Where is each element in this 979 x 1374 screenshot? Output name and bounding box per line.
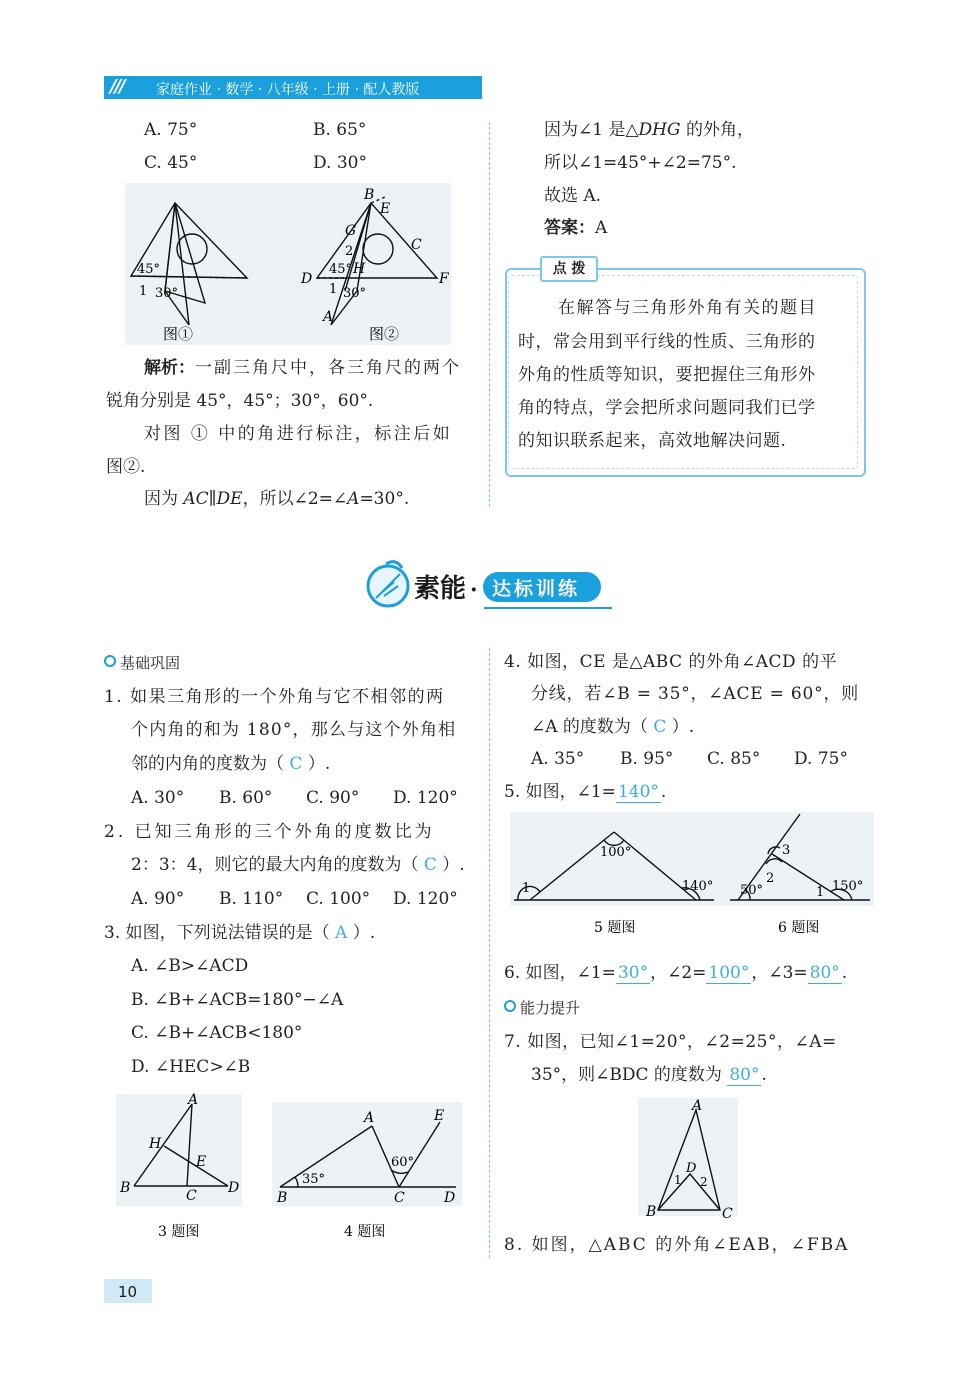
q5-line: 5. 如图，∠1= 140° . <box>504 782 667 802</box>
fig3-C: C <box>186 1188 197 1204</box>
fig7-B: B <box>646 1204 657 1220</box>
analysis-line-1: 解析：一副三角尺中，各三角尺的两个 <box>144 358 461 378</box>
fig5-1: 1 <box>522 881 531 896</box>
figures-5-6 <box>510 812 874 942</box>
q6-answer-3: 80° <box>809 963 840 983</box>
q2-line-2: 2：3：4，则它的最大内角的度数为（ C ）. <box>131 855 465 875</box>
fig2-G: G <box>345 223 357 239</box>
divider-top <box>489 122 490 507</box>
fig5-100: 100° <box>600 845 632 860</box>
q1-line-1: 1. 如果三角形的一个外角与它不相邻的两 <box>104 687 445 707</box>
fig6-50: 50° <box>740 883 764 898</box>
fig2-H: H <box>353 261 366 277</box>
q4-opt-c: C. 85° <box>707 749 761 769</box>
q6-answer-2: 100° <box>708 963 750 983</box>
solution-line-3: 故选 A. <box>544 186 602 206</box>
q3-opt-c: C. ∠B+∠ACB<180° <box>131 1023 303 1043</box>
option-d: D. 30° <box>313 153 367 173</box>
fig2-D: D <box>301 271 313 287</box>
q1-opt-a: A. 30° <box>131 788 185 808</box>
header-title: 家庭作业 · 数学 · 八年级 · 上册 · 配人教版 <box>156 82 420 98</box>
q1-line-3: 邻的内角的度数为（ C ）. <box>131 754 331 774</box>
q2-opt-d: D. 120° <box>393 889 458 909</box>
analysis-line-2: 锐角分别是 45°，45°；30°，60°. <box>106 391 374 411</box>
fig2-30: 30° <box>343 286 367 301</box>
q3-line-1: 3. 如图，下列说法错误的是（ A ）. <box>104 923 376 943</box>
fig4-E: E <box>434 1108 445 1124</box>
fig4-C: C <box>394 1190 405 1206</box>
q2-opt-b: B. 110° <box>219 889 284 909</box>
fig2-A: A <box>323 309 334 325</box>
fig3-D: D <box>228 1180 240 1196</box>
fig6-3: 3 <box>782 843 791 858</box>
fig3-E: E <box>196 1154 207 1170</box>
section-bullet-icon <box>504 1000 516 1012</box>
figure-4 <box>268 1100 468 1246</box>
q5-answer: 140° <box>617 782 659 802</box>
q1-opt-b: B. 60° <box>219 788 273 808</box>
tip-line-3: 外角的性质等知识，要把握住三角形外 <box>518 365 816 385</box>
fig7-A: A <box>692 1098 703 1114</box>
tip-line-5: 的知识联系起来，高效地解决问题. <box>518 431 787 451</box>
fig1-caption: 图① <box>163 325 194 343</box>
fig7-1: 1 <box>674 1173 682 1187</box>
q4-opt-b: B. 95° <box>620 749 674 769</box>
q2-opt-a: A. 90° <box>131 889 185 909</box>
fig6-caption: 6 题图 <box>778 920 820 936</box>
divider-bottom <box>489 648 490 1258</box>
q3-opt-a: A. ∠B>∠ACD <box>131 956 249 976</box>
q1-opt-d: D. 120° <box>393 788 458 808</box>
header-slashes: /// <box>110 76 124 97</box>
fig2-F: F <box>439 271 449 287</box>
fig3-caption: 3 题图 <box>158 1224 200 1240</box>
figure-3 <box>112 1088 247 1246</box>
q8-line-1: 8. 如图，△ABC 的外角∠EAB，∠FBA <box>504 1235 850 1255</box>
q3-opt-b: B. ∠B+∠ACB=180°−∠A <box>131 990 344 1010</box>
q4-opt-a: A. 35° <box>531 749 585 769</box>
q7-line-1: 7. 如图，已知∠1=20°，∠2=25°，∠A= <box>504 1032 837 1052</box>
banner-dot: · <box>470 577 478 603</box>
fig4-caption: 4 题图 <box>344 1224 386 1240</box>
section-basic: 基础巩固 <box>104 655 180 671</box>
fig1-angle-30: 30° <box>155 286 179 301</box>
solution-line-2: 所以∠1=45°+∠2=75°. <box>544 153 737 173</box>
fig1-angle-45: 45° <box>137 262 161 277</box>
option-a: A. 75° <box>144 120 198 140</box>
banner-title-2: 达标训练 <box>492 578 581 600</box>
fig2-45: 45° <box>329 262 353 277</box>
fig7-D: D <box>686 1161 697 1176</box>
q6-line: 6. 如图，∠1= 30° ，∠2= 100° ，∠3= 80° . <box>504 963 848 983</box>
fig2-E: E <box>380 201 391 217</box>
fig2-1: 1 <box>329 282 338 297</box>
figure-7 <box>630 1094 746 1224</box>
q1-line-2: 个内角的和为 180°，那么与这个外角相 <box>131 720 457 740</box>
section-bullet-icon <box>104 655 116 667</box>
q4-line-3: ∠A 的度数为（ C ）. <box>531 717 695 737</box>
banner <box>366 560 614 612</box>
q4-line-2: 分线，若∠B = 35°，∠ACE = 60°，则 <box>531 684 860 704</box>
section-advanced: 能力提升 <box>504 1000 580 1016</box>
banner-title-1: 素能 <box>414 574 467 604</box>
fig7-C: C <box>722 1206 733 1222</box>
analysis-line-3: 对图 ① 中的角进行标注，标注后如 <box>144 424 453 444</box>
q2-opt-c: C. 100° <box>306 889 371 909</box>
fig5-caption: 5 题图 <box>594 920 636 936</box>
fig3-H: H <box>149 1136 162 1152</box>
option-b: B. 65° <box>313 120 367 140</box>
fig6-150: 150° <box>832 879 864 894</box>
fig1-angle-1: 1 <box>139 284 148 299</box>
q6-answer-1: 30° <box>617 963 649 983</box>
page-number: 10 <box>118 1283 138 1301</box>
fig6-2: 2 <box>766 871 775 886</box>
fig2-C: C <box>411 237 422 253</box>
fig4-60: 60° <box>391 1155 415 1170</box>
fig3-A: A <box>188 1092 199 1108</box>
fig2-2: 2 <box>345 244 354 259</box>
tip-line-1: 在解答与三角形外角有关的题目 <box>558 298 817 318</box>
q3-opt-d: D. ∠HEC>∠B <box>131 1057 251 1077</box>
analysis-line-4: 图②. <box>106 457 146 477</box>
fig5-140: 140° <box>682 879 714 894</box>
answer-line: 答案：A <box>544 218 608 238</box>
fig4-35: 35° <box>302 1172 326 1187</box>
option-c: C. 45° <box>144 153 198 173</box>
tip-line-4: 角的特点，学会把所求问题同我们已学 <box>518 398 816 418</box>
fig6-1: 1 <box>816 885 825 900</box>
q4-line-1: 4. 如图，CE 是△ABC 的外角∠ACD 的平 <box>504 652 838 672</box>
fig2-B: B <box>364 187 375 203</box>
fig7-2: 2 <box>700 1175 708 1189</box>
fig3-B: B <box>120 1180 131 1196</box>
fig2-caption: 图② <box>369 325 400 343</box>
q7-answer: 80° <box>729 1065 760 1085</box>
q7-line-2: 35°，则∠BDC 的度数为 80° . <box>531 1065 767 1085</box>
tip-label: 点 拨 <box>540 256 598 282</box>
q4-opt-d: D. 75° <box>794 749 848 769</box>
q2-line-1: 2. 已知三角形的三个外角的度数比为 <box>104 822 435 842</box>
fig4-B: B <box>277 1190 288 1206</box>
fig4-D: D <box>444 1190 456 1206</box>
analysis-line-5: 因为 AC∥DE，所以∠2=∠A=30°. <box>144 489 410 509</box>
solution-line-1: 因为∠1 是△DHG 的外角， <box>544 120 754 140</box>
fig4-A: A <box>364 1110 375 1126</box>
figures-1-2 <box>125 183 451 345</box>
tip-line-2: 时，常会用到平行线的性质、三角形的 <box>518 332 816 352</box>
q1-opt-c: C. 90° <box>306 788 360 808</box>
